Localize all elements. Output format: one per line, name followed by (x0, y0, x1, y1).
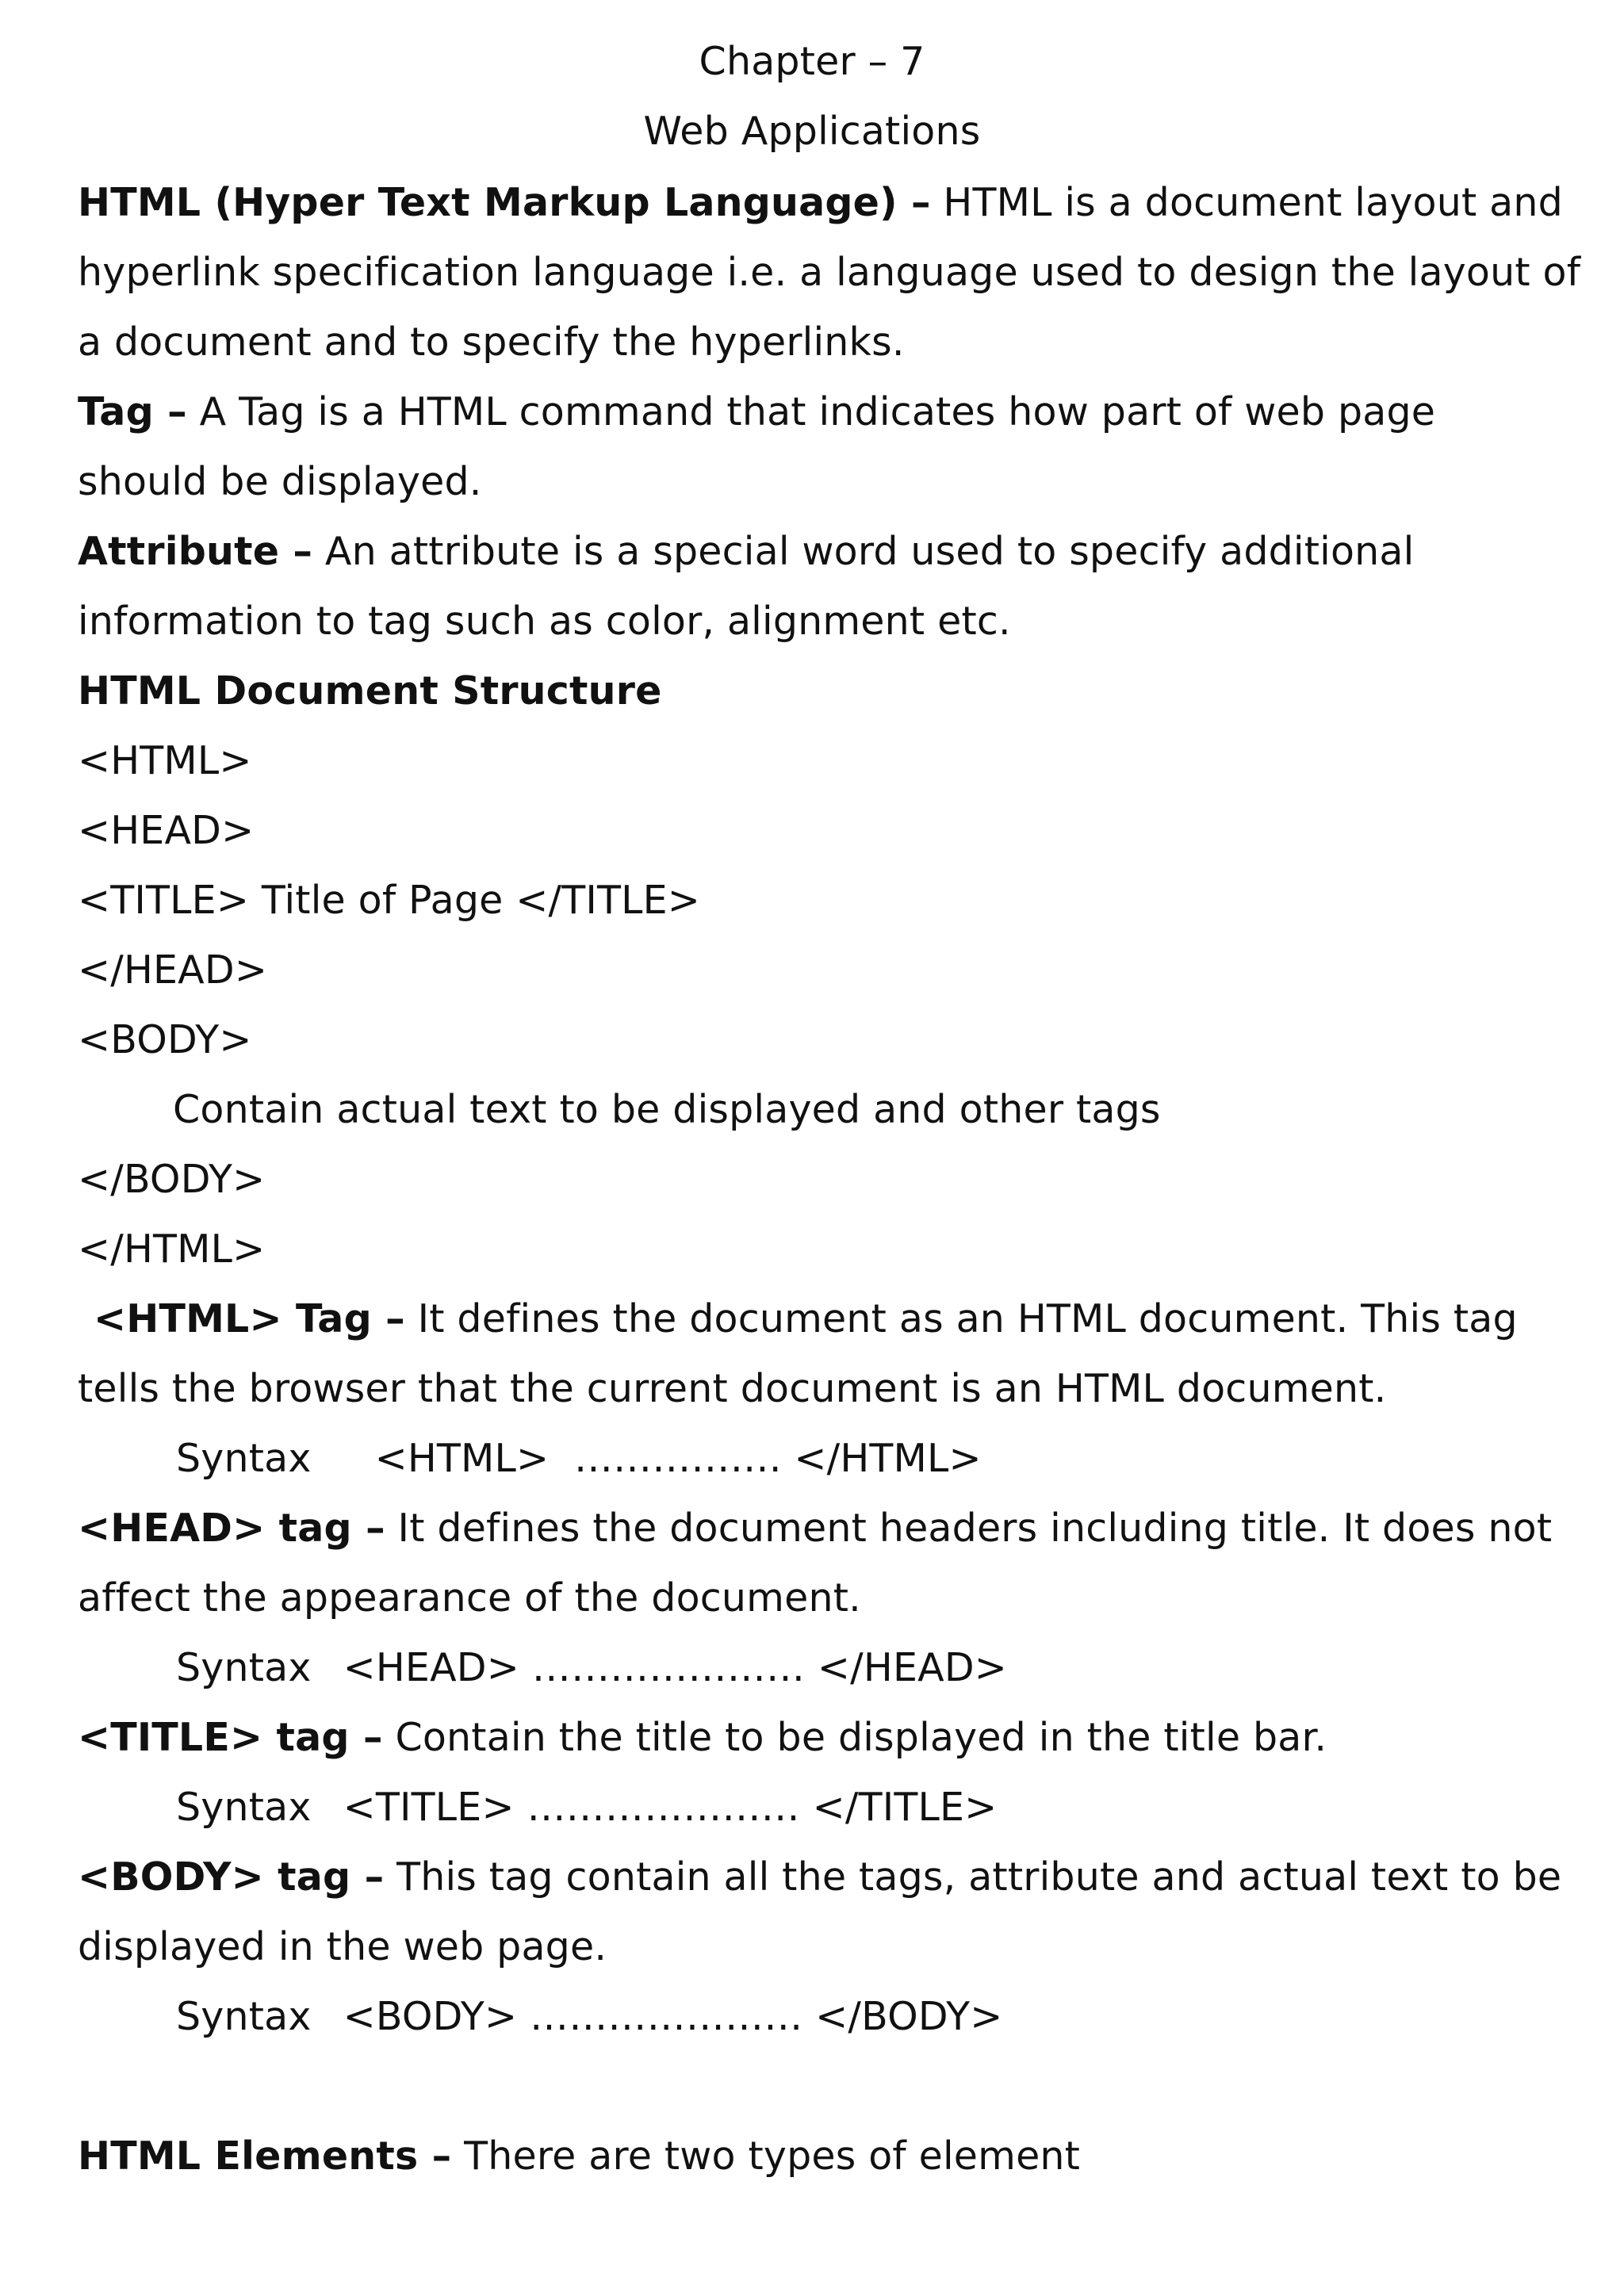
html-definition-text: HTML is a document layout and (930, 180, 1563, 225)
html-elements-line (78, 2133, 1080, 2180)
html-definition-line-3: a document and to specify the hyperlinks. (78, 320, 905, 365)
tag-definition-line-2: should be displayed. (78, 459, 482, 504)
html-tag-term: <HTML> Tag – (94, 1296, 405, 1341)
syntax-label: Syntax (176, 1994, 312, 2039)
tag-definition-line-1 (78, 388, 1435, 436)
head-tag-term: <HEAD> tag – (78, 1506, 385, 1551)
head-tag-line-2: affect the appearance of the document. (78, 1575, 861, 1621)
syntax-label: Syntax (176, 1436, 312, 1481)
structure-line-body-content: Contain actual text to be displayed and other tags (173, 1087, 1161, 1132)
attribute-definition-text: An attribute is a special word used to specify additional (312, 529, 1415, 574)
head-tag-line-1 (78, 1505, 1552, 1552)
structure-line-html-close: </HTML> (78, 1226, 266, 1272)
html-elements-text: There are two types of element (451, 2133, 1081, 2179)
html-elements-term: HTML Elements – (78, 2133, 452, 2179)
title-tag-line-1 (78, 1714, 1327, 1762)
html-tag-syntax (176, 1435, 982, 1483)
body-tag-text: This tag contain all the tags, attribute and actual text to be (384, 1854, 1562, 1900)
syntax-label: Syntax (176, 1785, 312, 1830)
structure-line-body-close: </BODY> (78, 1157, 266, 1202)
structure-line-title: <TITLE> Title of Page </TITLE> (78, 878, 701, 923)
syntax-value: <TITLE> ………………… </TITLE> (343, 1785, 998, 1830)
syntax-value: <HTML> ……………. </HTML> (374, 1436, 982, 1481)
syntax-value: <BODY> ………………… </BODY> (343, 1994, 1003, 2039)
attribute-definition-line-1 (78, 528, 1414, 576)
title-tag-text: Contain the title to be displayed in the title bar. (382, 1715, 1327, 1760)
html-tag-text: It defines the document as an HTML document. This tag (404, 1296, 1518, 1341)
attribute-definition-term: Attribute – (78, 529, 313, 574)
structure-heading: HTML Document Structure (78, 668, 662, 714)
head-tag-syntax (176, 1644, 1007, 1692)
attribute-definition-line-2: information to tag such as color, alignment etc. (78, 599, 1011, 644)
body-tag-line-2: displayed in the web page. (78, 1924, 607, 1969)
structure-line-head-close: </HEAD> (78, 947, 268, 993)
head-tag-text: It defines the document headers including title. It does not (385, 1506, 1553, 1551)
html-tag-line-2: tells the browser that the current document is an HTML document. (78, 1366, 1387, 1411)
chapter-title: Web Applications (643, 109, 981, 154)
structure-line-head-open: <HEAD> (78, 808, 255, 853)
tag-definition-term: Tag – (78, 389, 187, 434)
syntax-value: <HEAD> ………………… </HEAD> (343, 1645, 1008, 1690)
html-definition-term: HTML (Hyper Text Markup Language) – (78, 180, 931, 225)
title-tag-syntax (176, 1784, 997, 1831)
chapter-number: Chapter – 7 (699, 39, 925, 84)
html-definition-line-2: hyperlink specification language i.e. a language used to design the layout of (78, 250, 1581, 295)
structure-line-body-open: <BODY> (78, 1017, 252, 1062)
syntax-label: Syntax (176, 1645, 312, 1690)
body-tag-term: <BODY> tag – (78, 1854, 385, 1900)
html-definition-line-1 (78, 179, 1563, 227)
body-tag-syntax (176, 1993, 1003, 2041)
title-tag-term: <TITLE> tag – (78, 1715, 383, 1760)
structure-line-html-open: <HTML> (78, 738, 252, 783)
body-tag-line-1 (78, 1854, 1561, 1901)
tag-definition-text: A Tag is a HTML command that indicates how part of web page (186, 389, 1436, 434)
html-tag-line-1 (94, 1295, 1518, 1343)
